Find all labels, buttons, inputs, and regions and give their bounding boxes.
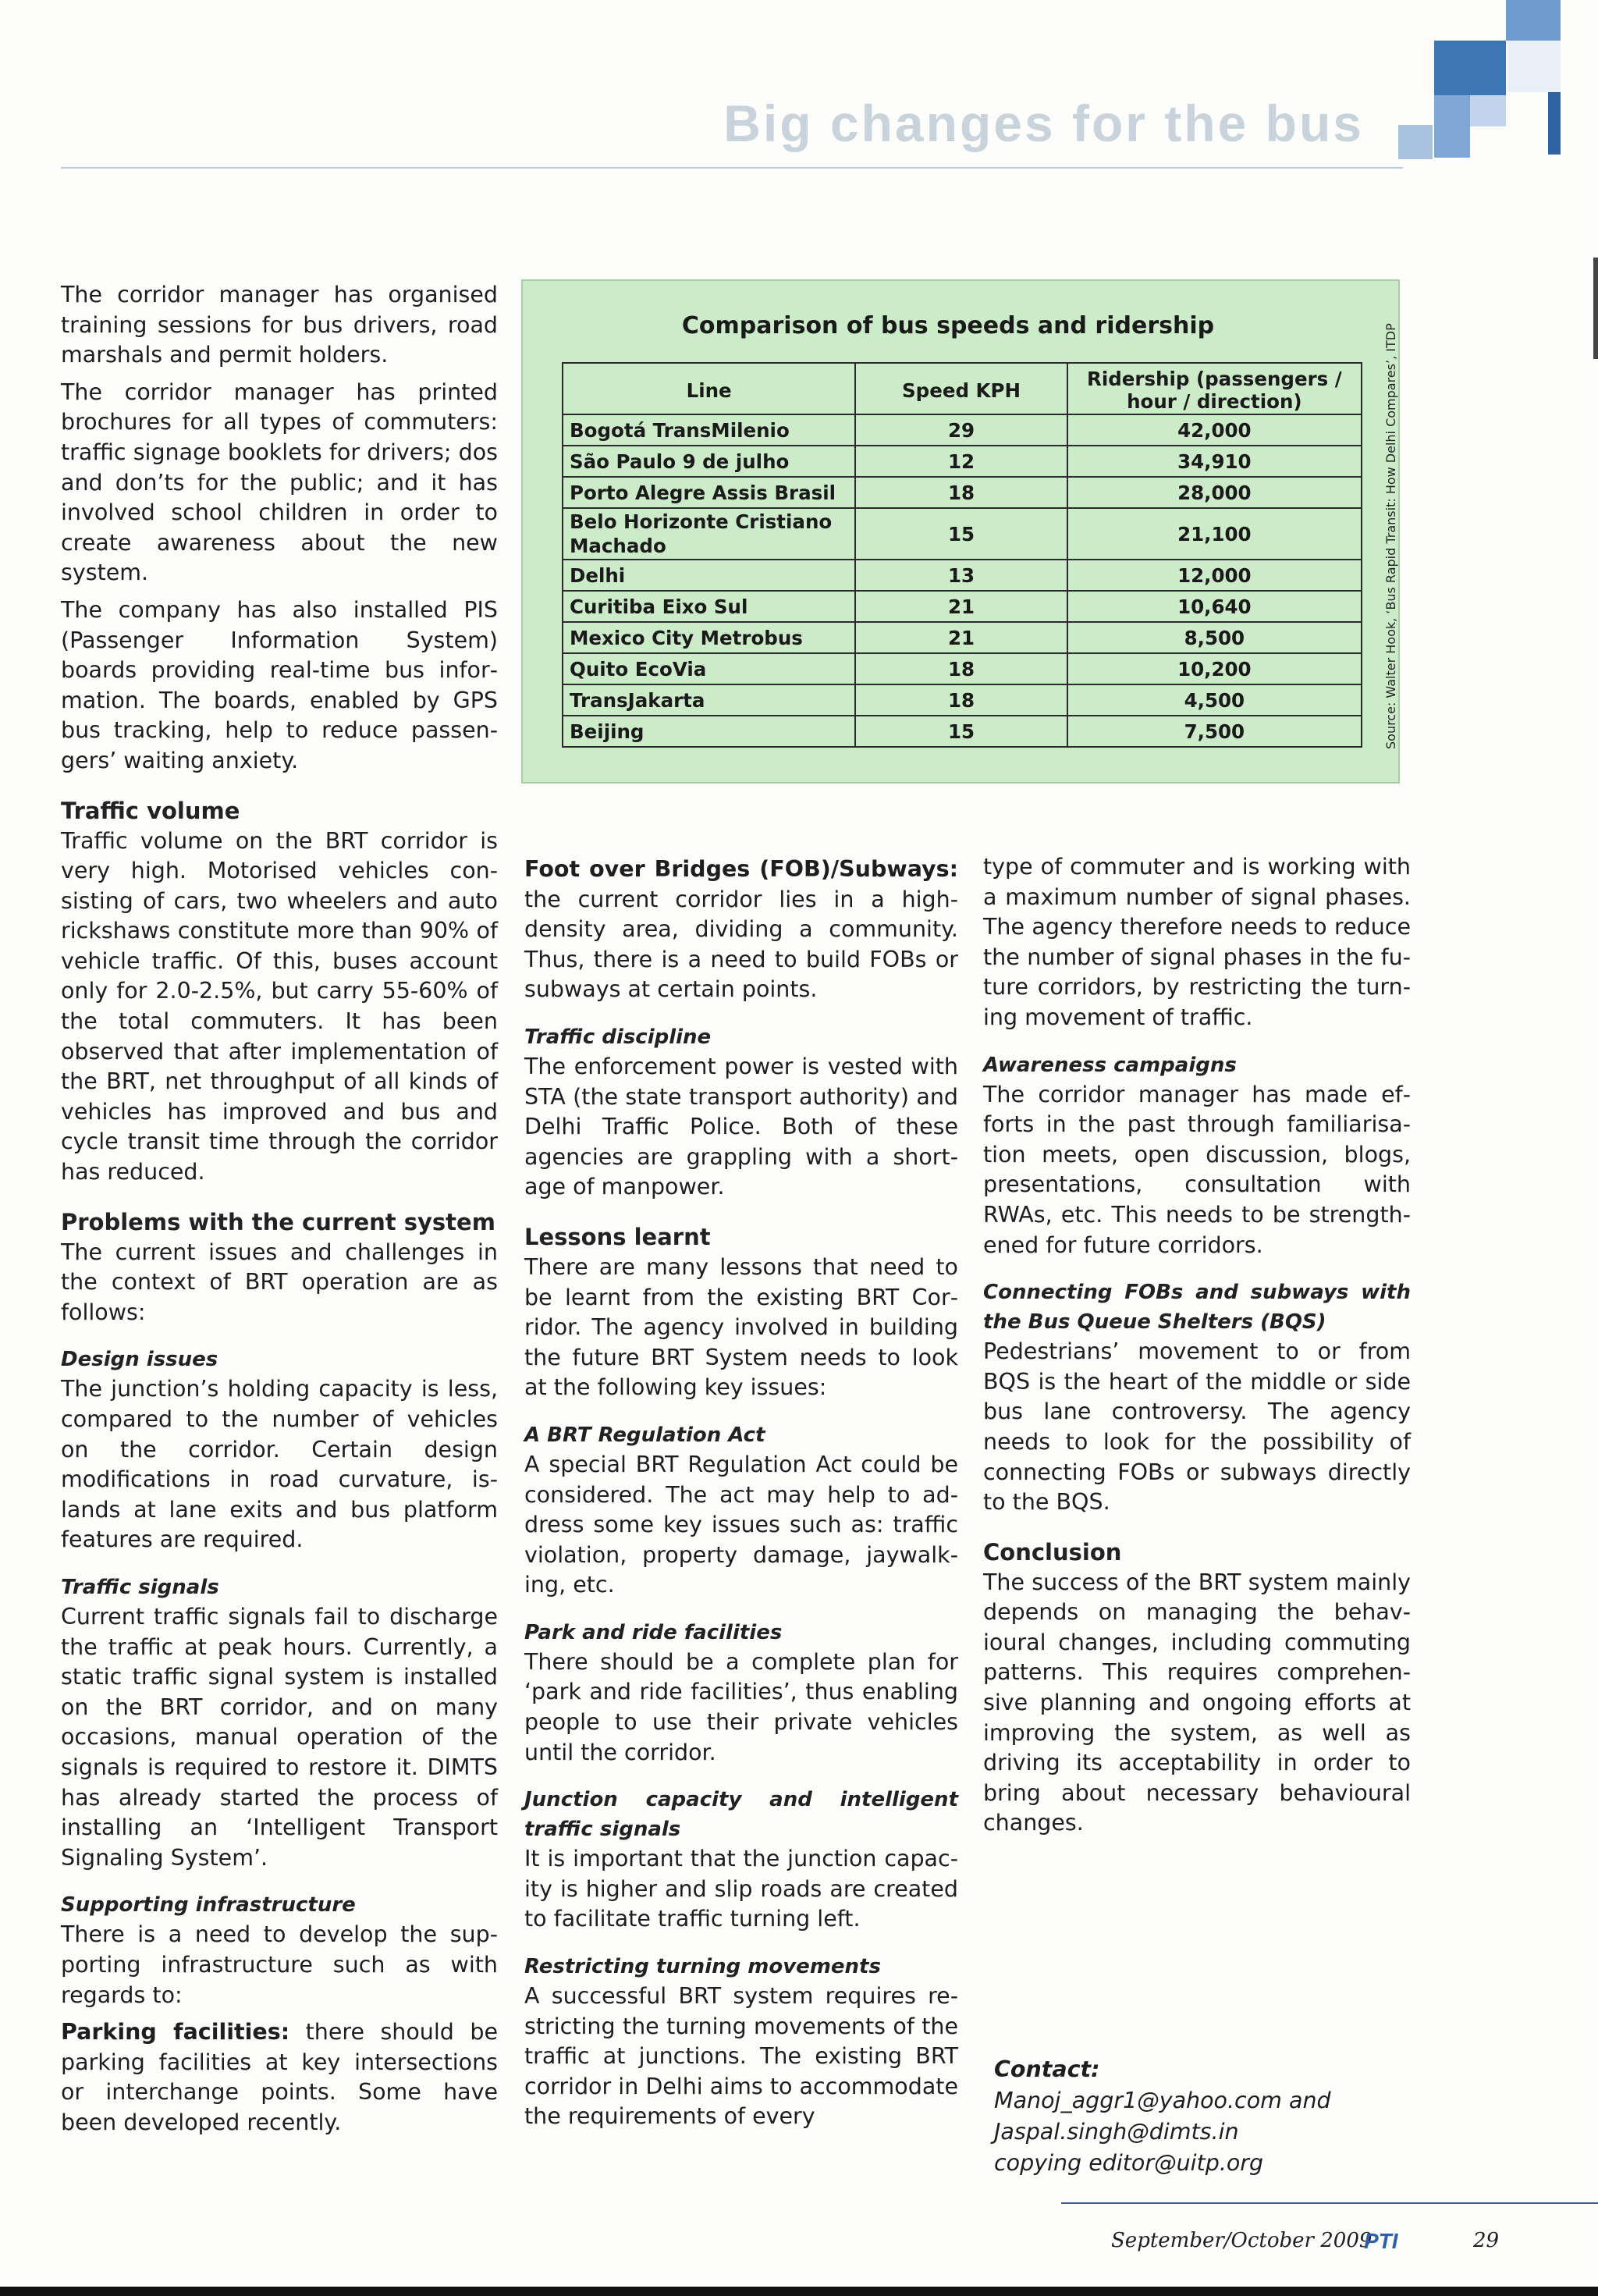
header-decoration <box>1507 41 1561 92</box>
section-heading: Problems with the current system <box>61 1208 495 1235</box>
paragraph: The corridor manager has made efforts in the past through familiarisation meets, open discussion, blogs, presentations, consultation with RWAs, etc. This needs to be strengthened for future corridors. <box>983 1081 1411 1258</box>
header-decoration <box>1398 125 1433 159</box>
table-row <box>563 477 1362 508</box>
cell-speed: 18 <box>855 653 1067 684</box>
cell-ridership: 8,500 <box>1067 622 1362 653</box>
header-rule <box>61 167 1403 169</box>
subsection-heading: A BRT Regulation Act <box>524 1423 765 1447</box>
contact-block <box>994 2054 1331 2179</box>
paragraph: The company has also installed PIS (Passenger Information System) boards providing real-time bus information. The boards, enabled by GPS bus tracking, help to reduce passengers’ waiting anxiety. <box>61 596 498 773</box>
cell-ridership: 7,500 <box>1067 716 1362 747</box>
column-1 <box>61 280 498 2145</box>
inline-label: Parking facilities: <box>61 2019 290 2045</box>
cell-speed: 12 <box>855 446 1067 477</box>
subsection-heading: Connecting FOBs and subways with the Bus Queue Shelters (BQS) <box>983 1281 1411 1335</box>
cell-line: TransJakarta <box>563 684 855 716</box>
scan-edge <box>0 2287 1598 2296</box>
paragraph: The enforcement power is vested with STA (the state transport authority) and Delhi Traffic Police. Both of these agencies are grappling with a shortage of manpower. <box>524 1053 958 1200</box>
paragraph: There should be a complete plan for ‘park and ride facilities’, thus enabling people to use their private vehicles until the corridor. <box>524 1648 958 1765</box>
section-heading: Conclusion <box>983 1538 1122 1566</box>
table-title: Comparison of bus speeds and ridership <box>681 312 1215 339</box>
cell-speed: 15 <box>855 716 1067 747</box>
cell-ridership: 34,910 <box>1067 446 1362 477</box>
cell-ridership: 42,000 <box>1067 414 1362 446</box>
table-row <box>563 653 1362 684</box>
comparison-table <box>562 362 1362 748</box>
header-decoration <box>1470 95 1506 126</box>
inline-text: there should be parking facilities at key intersections or interchange points. Some have been developed recently. <box>61 2019 498 2135</box>
footer-publication: PTI <box>1364 2229 1398 2253</box>
table-row <box>563 591 1362 622</box>
subsection-heading: Traffic signals <box>61 1575 219 1599</box>
paragraph: type of commuter and is working with a maximum number of signal phases. The agency therefore needs to reduce the number of signal phases in the future corridors, by restricting the turning movement of traffic. <box>983 854 1411 1030</box>
paragraph: It is important that the junction capacity is higher and slip roads are created to facilitate traffic turning left. <box>524 1846 958 1932</box>
footer-rule <box>1061 2202 1598 2204</box>
table-row <box>563 446 1362 477</box>
cell-speed: 18 <box>855 684 1067 716</box>
table-source: Source: Walter Hook, ‘Bus Rapid Transit: How Delhi Compares’, ITDP <box>1383 323 1398 749</box>
subsection-heading: Junction capacity and intelligent traffic signals <box>524 1788 958 1842</box>
cell-line: São Paulo 9 de julho <box>563 446 855 477</box>
paragraph: The corridor manager has organised training sessions for bus drivers, road marshals and permit holders. <box>61 282 498 368</box>
cell-ridership: 21,100 <box>1067 508 1362 560</box>
header-decoration <box>1548 92 1561 155</box>
subsection-heading: Design issues <box>61 1348 218 1372</box>
table-row <box>563 684 1362 716</box>
table-row <box>563 508 1362 560</box>
contact-label: Contact: <box>994 2056 1100 2082</box>
paragraph <box>524 855 958 1005</box>
table-row <box>563 560 1362 591</box>
paragraph: There is a need to develop the supporting infrastructure such as with regards to: <box>61 1921 498 2008</box>
paragraph: Pedestrians’ movement to or from BQS is the heart of the middle or side bus lane controversy. The agency needs to look for the possibility of connecting FOBs or subways directly to the BQS. <box>983 1338 1411 1516</box>
inline-label: Foot over Bridges (FOB)/Subways: <box>524 856 958 882</box>
cell-ridership: 4,500 <box>1067 684 1362 716</box>
section-heading: Lessons learnt <box>524 1223 711 1250</box>
cell-line: Curitiba Eixo Sul <box>563 591 855 622</box>
header-decoration <box>1434 95 1470 158</box>
cell-speed: 13 <box>855 560 1067 591</box>
page-title: Big changes for the bus <box>723 94 1364 152</box>
footer-issue-date: September/October 2009 <box>1111 2229 1373 2252</box>
paragraph: Traffic volume on the BRT corridor is very high. Motorised vehicles consisting of cars, two wheelers and auto rickshaws constitute more than 90% of vehicle traffic. Of this, buses account only for 2.0-2.5%, but carry 55-60% of the total commuters. It has been observed that after implementation of the BRT, net throughput of all kinds of vehicles has improved and bus and cycle transit time through the corridor has reduced. <box>61 827 498 1185</box>
column-header: Speed KPH <box>855 363 1067 414</box>
cell-speed: 21 <box>855 622 1067 653</box>
paragraph: The corridor manager has printed brochures for all types of commuters: traffic signage booklets for drivers; dos and don’ts for the public; and it has involved school children in order to create awareness about the new system. <box>61 379 498 586</box>
contact-line: Jaspal.singh@dimts.in <box>994 2119 1239 2145</box>
cell-speed: 18 <box>855 477 1067 508</box>
contact-line: Manoj_aggr1@yahoo.com and <box>994 2088 1331 2113</box>
cell-line: Bogotá TransMilenio <box>563 414 855 446</box>
cell-line: Beijing <box>563 716 855 747</box>
cell-ridership: 28,000 <box>1067 477 1362 508</box>
comparison-table-panel <box>521 279 1400 784</box>
subsection-heading: Traffic discipline <box>524 1025 712 1049</box>
table-row <box>563 414 1362 446</box>
cell-line: Delhi <box>563 560 855 591</box>
cell-line: Mexico City Metrobus <box>563 622 855 653</box>
cell-speed: 21 <box>855 591 1067 622</box>
subsection-heading: Supporting infrastructure <box>61 1893 356 1917</box>
paragraph: The success of the BRT system mainly depends on managing the behavioural changes, including commuting patterns. This requires comprehensive planning and ongoing efforts at improving the system, as well as driving its acceptability in order to bring about necessary behavioural changes. <box>983 1569 1411 1836</box>
cell-line: Porto Alegre Assis Brasil <box>563 477 855 508</box>
paragraph: Current traffic signals fail to discharge the traffic at peak hours. Currently, a static traffic signal system is installed on the BRT corridor, and on many occasions, manual operation of the signals is required to restore it. DIMTS has already started the process of installing an ‘Intelligent Transport Signaling System’. <box>61 1603 498 1871</box>
cell-ridership: 12,000 <box>1067 560 1362 591</box>
column-header: Ridership (passengers / hour / direction) <box>1067 363 1362 414</box>
column-3 <box>983 852 1411 1846</box>
section-heading: Traffic volume <box>61 797 240 824</box>
header-decoration <box>1434 41 1506 95</box>
table-header-row <box>563 363 1362 414</box>
table-row <box>563 622 1362 653</box>
page-number: 29 <box>1473 2229 1500 2252</box>
cell-line: Belo Horizonte Cristiano Machado <box>563 508 855 560</box>
inline-text: the current corridor lies in a high-density area, dividing a community. Thus, there is a need to build FOBs or subways at certain points. <box>524 886 958 1003</box>
contact-line: copying editor@uitp.org <box>994 2150 1264 2176</box>
paragraph: A successful BRT system requires restricting the turning movements of the traffic at junctions. The existing BRT corridor in Delhi aims to accommodate the requirements of every <box>524 1983 958 2130</box>
paragraph: The junction’s holding capacity is less, compared to the number of vehicles on the corridor. Certain design modifications in road curvature, islands at lane exits and bus platform features are required. <box>61 1376 498 1553</box>
subsection-heading: Restricting turning movements <box>524 1955 881 1979</box>
cell-ridership: 10,640 <box>1067 591 1362 622</box>
cell-speed: 15 <box>855 508 1067 560</box>
table-row <box>563 716 1362 747</box>
paragraph <box>61 2017 498 2138</box>
paragraph: A special BRT Regulation Act could be considered. The act may help to address some key issues such as: traffic violation, property damage, jaywalking, etc. <box>524 1451 958 1598</box>
column-header: Line <box>563 363 855 414</box>
cell-line: Quito EcoVia <box>563 653 855 684</box>
header-decoration <box>1506 0 1561 41</box>
paragraph: The current issues and challenges in the context of BRT operation are as follows: <box>61 1239 498 1325</box>
cell-ridership: 10,200 <box>1067 653 1362 684</box>
cell-speed: 29 <box>855 414 1067 446</box>
subsection-heading: Park and ride facilities <box>524 1620 783 1644</box>
paragraph: There are many lessons that need to be learnt from the existing BRT Corridor. The agency involved in building the future BRT System needs to look at the following key issues: <box>524 1253 958 1401</box>
page-edge <box>1593 258 1598 359</box>
column-2 <box>524 855 958 2139</box>
subsection-heading: Awareness campaigns <box>983 1053 1237 1077</box>
